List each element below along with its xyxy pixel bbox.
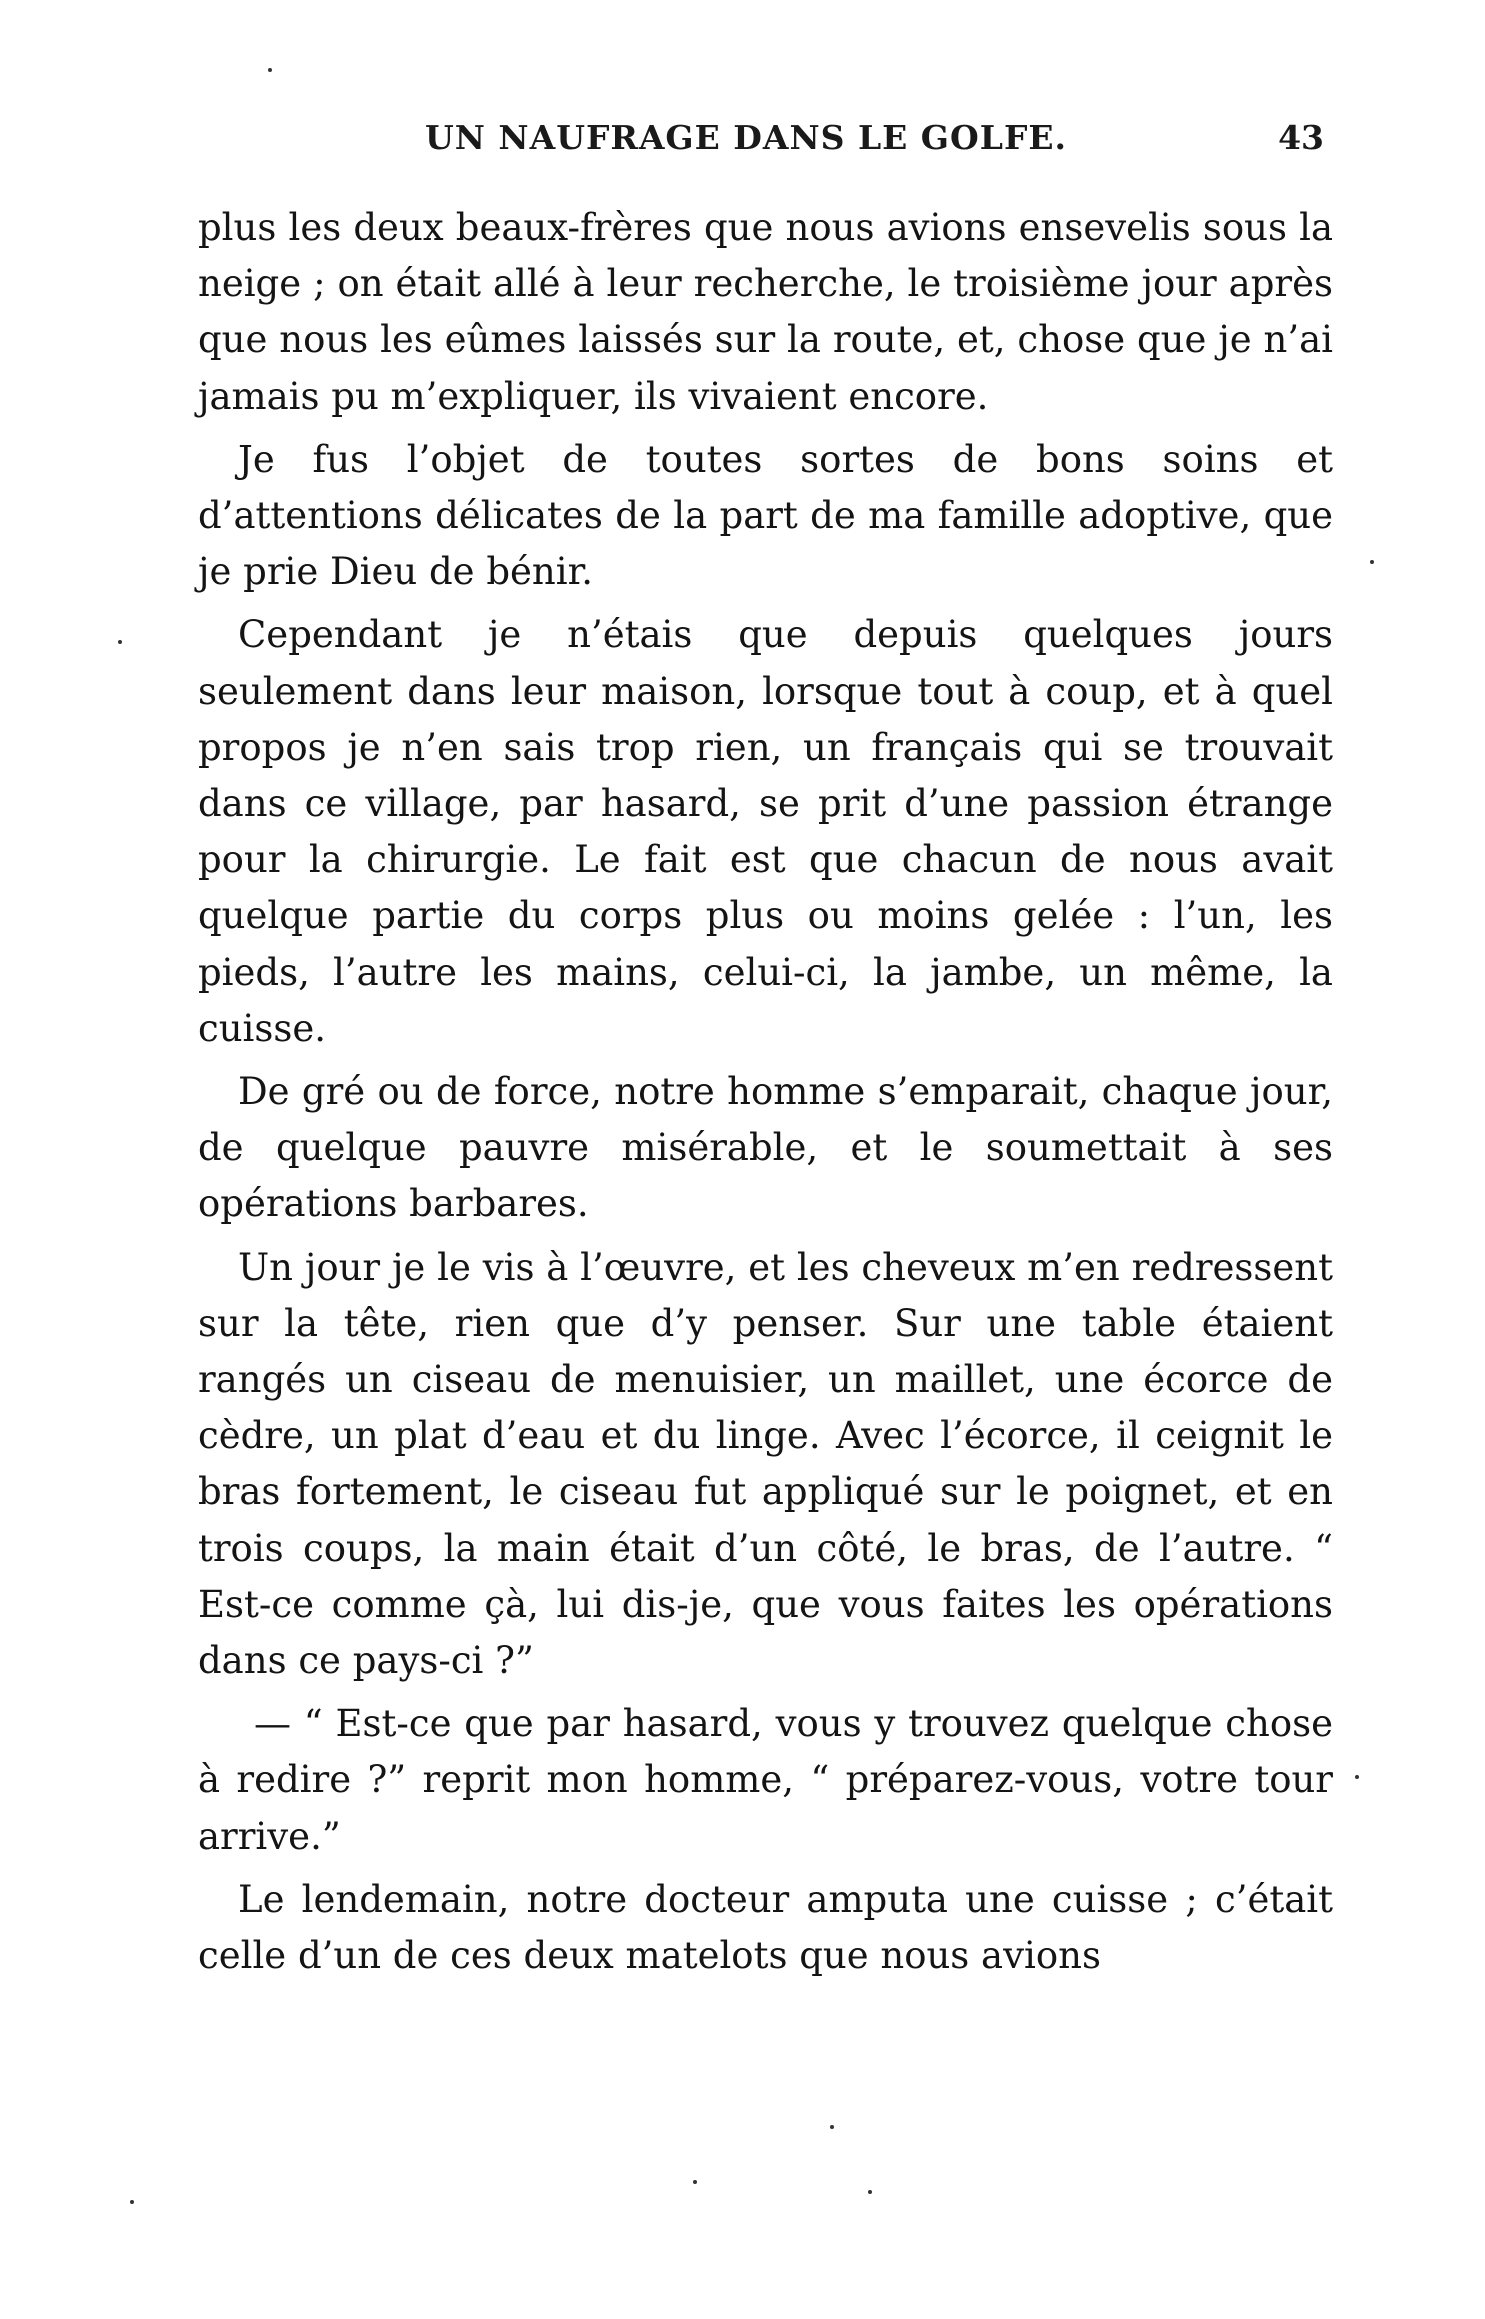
body-text xyxy=(198,200,1333,1991)
scan-speck xyxy=(868,2190,872,2194)
scan-speck xyxy=(268,68,272,72)
page-header xyxy=(200,118,1330,168)
paragraph: Un jour je le vis à l’œuvre, et les cheveux m’en redressent sur la tête, rien que d’y penser. Sur une table étaient rangés un ciseau de menuisier, un maillet, une écorce de cèdre, un plat d’eau et du linge. Avec l’écorce, il ceignit le bras fortement, le ciseau fut appliqué sur le poignet, et en trois coups, la main était d’un côté, le bras, de l’autre. “ Est-ce comme çà, lui dis-je, que vous faites les opérations dans ce pays-ci ?” xyxy=(198,1245,1333,1683)
paragraph: Le lendemain, notre docteur amputa une cuisse ; c’était celle d’un de ces deux matelots que nous avions xyxy=(198,1877,1333,1978)
paragraph: De gré ou de force, notre homme s’emparait, chaque jour, de quelque pauvre misérable, et le soumettait à ses opérations barbares. xyxy=(198,1070,1333,1226)
scan-speck xyxy=(830,2125,834,2129)
scan-speck xyxy=(130,2200,134,2204)
scan-speck xyxy=(1370,560,1374,564)
paragraph: Je fus l’objet de toutes sortes de bons soins et d’attentions délicates de la part de ma famille adoptive, que je prie Dieu de bénir. xyxy=(198,437,1333,594)
running-head: UN NAUFRAGE DANS LE GOLFE. xyxy=(425,118,1068,157)
paragraph-continuation: plus les deux beaux-frères que nous avions ensevelis sous la neige ; on était allé à leur recherche, le troisième jour après que nous les eûmes laissés sur la route, et, chose que je n’ai jamais pu m’expliquer, ils vivaient encore. xyxy=(198,206,1333,418)
scan-speck xyxy=(1355,1775,1359,1779)
page-number: 43 xyxy=(1278,118,1324,157)
paragraph: Cependant je n’étais que depuis quelques jours seulement dans leur maison, lorsque tout à coup, et à quel propos je n’en sais trop rien, un français qui se trouvait dans ce village, par hasard, se prit d’une passion étrange pour la chirurgie. Le fait est que chacun de nous avait quelque partie du corps plus ou moins gelée : l’un, les pieds, l’autre les mains, celui-ci, la jambe, un même, la cuisse. xyxy=(198,613,1333,1050)
scan-speck xyxy=(118,640,122,644)
scan-speck xyxy=(693,2180,697,2184)
paragraph-dialog: — “ Est-ce que par hasard, vous y trouvez quelque chose à redire ?” reprit mon homme, “ préparez-vous, votre tour arrive.” xyxy=(198,1702,1333,1858)
